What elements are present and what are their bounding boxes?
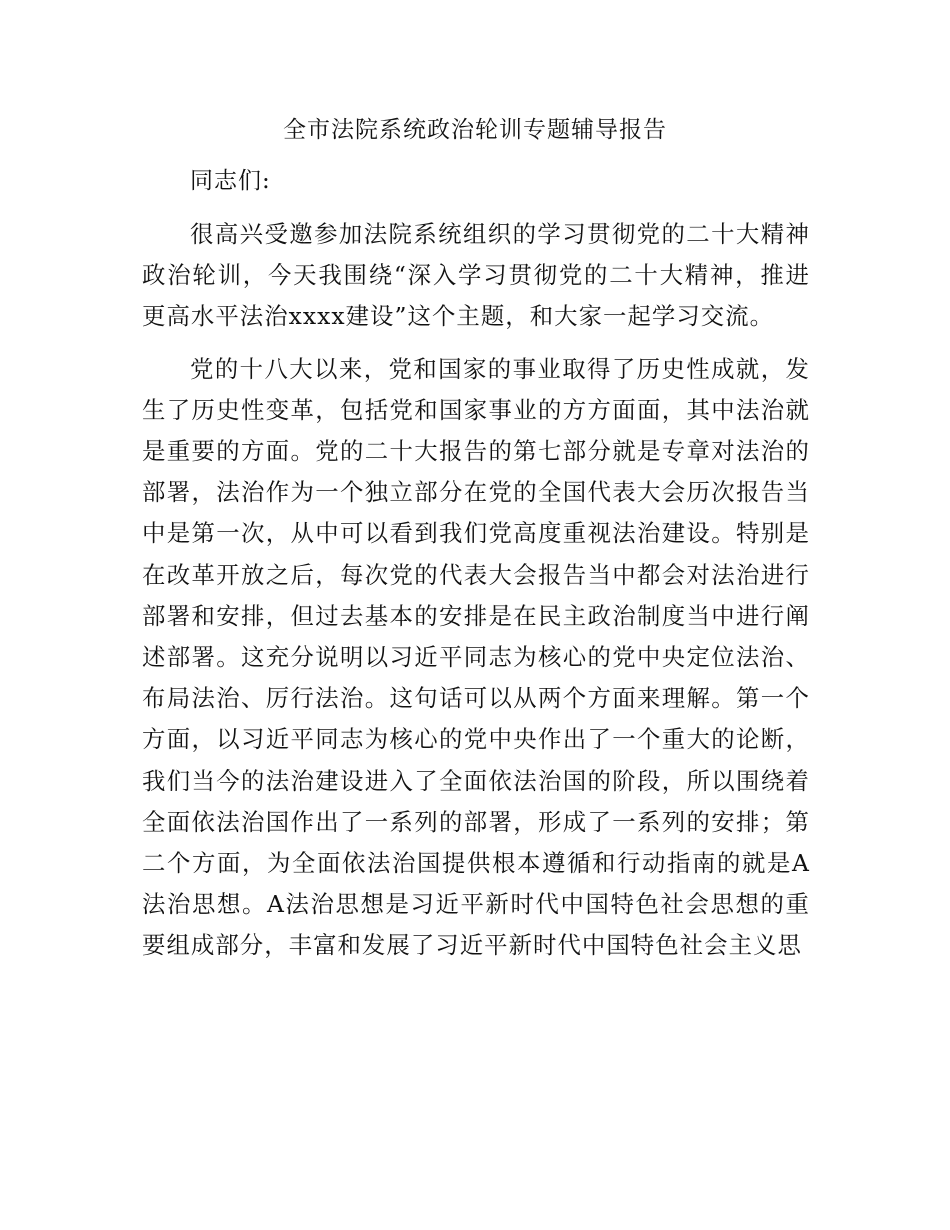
salutation: 同志们: (190, 168, 271, 194)
paragraph-main: 党的十八大以来，党和国家的事业取得了历史性成就，发生了历史性变革，包括党和国家事业的方方面面，其中法治就是重要的方面。党的二十大报告的第七部分就是专章对法治的部署，法治作为一个独立部分在党的全国代表大会历次报告当中是第一次，从中可以看到我们党高度重视法治建设。特别是在改革开放之后，每次党的代表大会报告当中都会对法治进行部署和安排，但过去基本的安排是在民主政治制度当中进行阐述部署。这充分说明以习近平同志为核心的党中央定位法治、布局法治、厉行法治。这句话可以从两个方面来理解。第一个方面，以习近平同志为核心的党中央作出了一个重大的论断，我们当今的法治建设进入了全面依法治国的阶段，所以围绕着全面依法治国作出了一系列的部署，形成了一系列的安排；第二个方面，为全面依法治国提供根本遵循和行动指南的就是A法治思想。A法治思想是习近平新时代中国特色社会思想的重要组成部分，丰富和发展了习近平新时代中国特色社会主义思 (142, 354, 810, 960)
document-body (142, 158, 810, 978)
document-title: 全市法院系统政治轮训专题辅导报告 (283, 117, 667, 143)
paragraph-intro: 很高兴受邀参加法院系统组织的学习贯彻党的二十大精神政治轮训，今天我围绕“深入学习贯彻党的二十大精神，推进更高水平法治xxxx建设”这个主题，和大家一起学习交流。 (142, 220, 810, 331)
